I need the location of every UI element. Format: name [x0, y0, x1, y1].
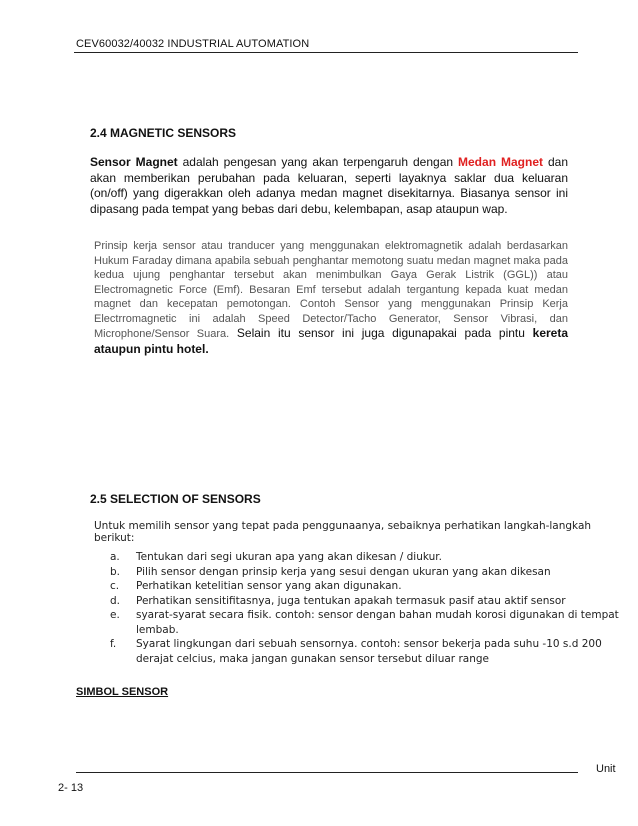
list-item [110, 565, 620, 580]
header-title: CEV60032/40032 INDUSTRIAL AUTOMATION [76, 38, 310, 50]
selection-steps-list [110, 550, 620, 666]
list-item [110, 579, 620, 594]
footer-divider [76, 772, 578, 773]
list-item [110, 550, 620, 565]
header-divider [74, 52, 578, 53]
text-bold-pintu: kereta ataupun pintu hotel. [94, 326, 569, 356]
list-item [110, 594, 620, 609]
page-number: 2- 13 [58, 782, 84, 794]
simbol-sensor-heading: SIMBOL SENSOR [76, 686, 169, 698]
list-item [110, 637, 620, 666]
section-title-magnetic-sensors: 2.4 MAGNETIC SENSORS [90, 126, 237, 140]
list-marker: a. [110, 551, 120, 563]
list-marker: c. [110, 580, 120, 592]
list-text: syarat-syarat secara fisik. contoh: sensor dengan bahan mudah korosi digunakan di tempat lembab. [136, 609, 619, 636]
list-text: Syarat lingkungan dari sebuah sensornya. contoh: sensor bekerja pada suhu -10 s.d 200 derajat celcius, maka jangan gunakan sensor tersebut diluar range [136, 638, 602, 665]
list-marker: b. [110, 565, 121, 578]
paragraph-faraday-principle [94, 239, 568, 357]
text-segment: adalah pengesan yang akan terpengaruh dengan [177, 155, 459, 169]
list-text: Pilih sensor dengan prinsip kerja yang sesui dengan ukuran yang akan dikesan [136, 565, 551, 578]
text-segment: Selain itu sensor ini juga digunapakai pada pintu [229, 326, 533, 340]
highlight-medan-magnet: Medan Magnet [458, 155, 543, 169]
term-sensor-magnet: Sensor Magnet [90, 155, 178, 169]
list-text: Perhatikan ketelitian sensor yang akan digunakan. [136, 580, 402, 592]
selection-intro: Untuk memilih sensor yang tepat pada penggunaanya, sebaiknya perhatikan langkah-langkah berikut: [94, 520, 592, 544]
list-item [110, 608, 620, 637]
paragraph-magnet-intro [90, 155, 568, 217]
section-title-selection-sensors: 2.5 SELECTION OF SENSORS [90, 492, 261, 506]
footer-unit-label: Unit [596, 763, 616, 775]
list-text: Perhatikan sensitifitasnya, juga tentukan apakah termasuk pasif atau aktif sensor [136, 594, 566, 607]
list-text: Tentukan dari segi ukuran apa yang akan dikesan / diukur. [136, 551, 442, 563]
list-marker: f. [110, 638, 117, 650]
text-segment-gray: Prinsip kerja sensor atau tranducer yang menggunakan elektromagnetik adalah berdasarkan Hukum Faraday dimana apabila sebuah penghantar memotong suatu medan magnet maka pada kedua ujung penghantar tersebut akan menimbulkan Gaya Gerak Listrik (GGL)) atau Electromagnetic Force (Emf). Besaran Emf tersebut adalah tergantung kepada kuat medan magnet dan kecepatan pemotongan. Contoh Sensor yang menggunakan Prinsip Kerja Electrromagnetic ini adalah Speed Detector/Tacho Generator, Sensor Vibrasi, dan Microphone/Sensor Suara. [94, 240, 568, 340]
list-marker: e. [110, 609, 120, 621]
list-marker: d. [110, 594, 121, 607]
text-segment: dan akan memberikan perubahan pada keluaran, seperti layaknya saklar dua keluaran (on/off) yang digerakkan oleh adanya medan magnet disekitarnya. Biasanya sensor ini dipasang pada tempat yang bebas dari debu, kelembapan, asap ataupun wap. [90, 155, 568, 216]
